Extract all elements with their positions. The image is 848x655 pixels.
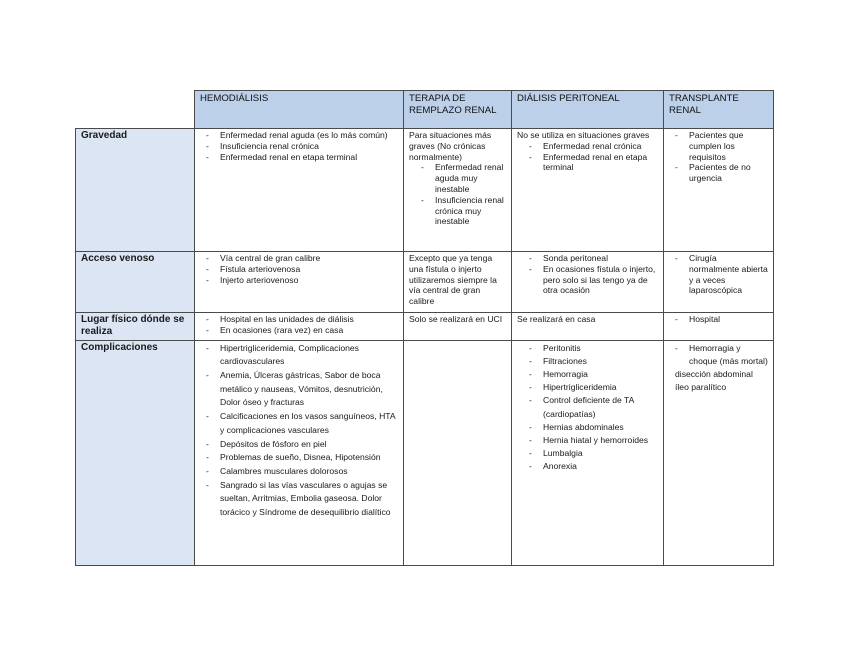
row-lugar-fisico	[76, 313, 774, 341]
list-lugar-hemodialisis	[200, 314, 399, 336]
list-complicaciones-dialisis	[523, 342, 659, 474]
row-gravedad	[76, 129, 774, 252]
list-gravedad-terapia	[415, 162, 507, 227]
list-item: - Hernias abdominales	[523, 421, 659, 434]
cell-gravedad-trasplante	[664, 129, 774, 252]
list-item: - Peritonitis	[523, 342, 659, 355]
terapia-intro-text: Para situaciones más graves (No crónicas normalmente)	[409, 130, 492, 162]
cell-complicaciones-hemodialisis	[195, 340, 404, 565]
cell-complicaciones-trasplante	[664, 340, 774, 565]
list-item: - Anorexia	[523, 460, 659, 473]
list-item: - Sonda peritoneal	[523, 253, 659, 264]
header-row	[76, 91, 774, 129]
list-item: - Enfermedad renal aguda muy inestable	[415, 162, 507, 194]
cell-acceso-hemodialisis	[195, 252, 404, 313]
list-item: - Pacientes de no urgencia	[669, 162, 769, 184]
row-label-gravedad: Gravedad	[76, 129, 195, 252]
cell-gravedad-terapia	[404, 129, 512, 252]
list-item: - Enfermedad renal en etapa terminal	[523, 152, 659, 174]
row-label-lugar-fisico: Lugar físico dónde se realiza	[76, 313, 195, 341]
list-item: - Enfermedad renal crónica	[523, 141, 659, 152]
cell-acceso-terapia: Excepto que ya tenga una fístula o injerto utilizaremos siempre la vía central de gran calibre	[404, 252, 512, 313]
list-gravedad-trasplante	[669, 130, 769, 184]
list-item: - Vía central de gran calibre	[200, 253, 399, 264]
list-item: - Insuficiencia renal crónica	[200, 141, 399, 152]
cell-acceso-dialisis	[512, 252, 664, 313]
list-item: - Hemorragia y choque (más mortal)	[669, 342, 769, 368]
list-item: - Pacientes que cumplen los requisitos	[669, 130, 769, 162]
list-item: - Calcificaciones en los vasos sanguíneos, HTA y complicaciones vasculares	[200, 410, 399, 437]
list-item: - Hipertrigliceridemia, Complicaciones cardiovasculares	[200, 342, 399, 369]
row-acceso-venoso	[76, 252, 774, 313]
cell-gravedad-hemodialisis	[195, 129, 404, 252]
list-item: - Hipertrigliceridemia	[523, 381, 659, 394]
cell-acceso-trasplante	[664, 252, 774, 313]
list-item: - Cirugía normalmente abierta y a veces laparoscópica	[669, 253, 769, 296]
list-item: - Sangrado si las vías vasculares o agujas se sueltan, Arritmias, Embolia gaseosa. Dolor torácico y Síndrome de desequilibrio dialítico	[200, 479, 399, 520]
row-complicaciones	[76, 340, 774, 565]
cell-gravedad-dialisis	[512, 129, 664, 252]
cell-lugar-trasplante	[664, 313, 774, 341]
list-acceso-dialisis	[523, 253, 659, 296]
list-lugar-trasplante	[669, 314, 769, 325]
list-item: - En ocasiones fístula o injerto, pero solo si las tengo ya de otra ocasión	[523, 264, 659, 296]
cell-lugar-hemodialisis	[195, 313, 404, 341]
list-item: - Hospital en las unidades de diálisis	[200, 314, 399, 325]
list-item: - Lumbalgia	[523, 447, 659, 460]
list-acceso-trasplante	[669, 253, 769, 296]
list-item: - Problemas de sueño, Disnea, Hipotensión	[200, 451, 399, 465]
list-item: - Control deficiente de TA (cardiopatías)	[523, 394, 659, 420]
row-label-acceso-venoso: Acceso venoso	[76, 252, 195, 313]
trasplante-extra-line: disección abdominal	[675, 369, 753, 379]
list-item: - Filtraciones	[523, 355, 659, 368]
cell-complicaciones-terapia	[404, 340, 512, 565]
list-acceso-hemodialisis	[200, 253, 399, 285]
header-dialisis: DIÁLISIS PERITONEAL	[512, 91, 664, 129]
list-item: - Calambres musculares dolorosos	[200, 465, 399, 479]
list-item: - Enfermedad renal aguda (es lo más común)	[200, 130, 399, 141]
list-item: - Hernia hiatal y hemorroides	[523, 434, 659, 447]
list-item: - Enfermedad renal en etapa terminal	[200, 152, 399, 163]
list-item: - Depósitos de fósforo en piel	[200, 438, 399, 452]
list-gravedad-hemodialisis	[200, 130, 399, 162]
header-trasplante: TRANSPLANTE RENAL	[664, 91, 774, 129]
list-item: - Fístula arteriovenosa	[200, 264, 399, 275]
list-item: - Injerto arteriovenoso	[200, 275, 399, 286]
empty-corner-cell	[76, 91, 195, 129]
comparison-table	[75, 90, 774, 566]
list-item: - Insuficiencia renal crónica muy inestable	[415, 195, 507, 227]
cell-complicaciones-dialisis	[512, 340, 664, 565]
list-gravedad-dialisis	[523, 141, 659, 173]
list-complicaciones-trasplante	[669, 342, 769, 368]
list-complicaciones-hemodialisis	[200, 342, 399, 520]
cell-lugar-terapia: Solo se realizará en UCI	[404, 313, 512, 341]
list-item: - En ocasiones (rara vez) en casa	[200, 325, 399, 336]
header-hemodialisis: HEMODIÁLISIS	[195, 91, 404, 129]
list-item: - Anemia, Úlceras gástricas, Sabor de boca metálico y nauseas, Vómitos, desnutrición, Dolor óseo y fracturas	[200, 369, 399, 410]
list-item: - Hospital	[669, 314, 769, 325]
dialisis-intro-text: No se utiliza en situaciones graves	[517, 130, 650, 140]
row-label-complicaciones: Complicaciones	[76, 340, 195, 565]
list-item: - Hemorragia	[523, 368, 659, 381]
header-terapia: TERAPIA DE REMPLAZO RENAL	[404, 91, 512, 129]
trasplante-extra-line: íleo paralítico	[675, 382, 727, 393]
cell-lugar-dialisis: Se realizará en casa	[512, 313, 664, 341]
